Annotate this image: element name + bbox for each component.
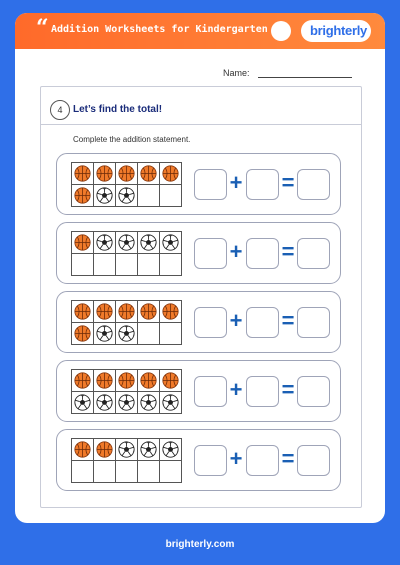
addend-1-box[interactable] <box>194 169 227 200</box>
ten-frame-cell <box>160 301 182 323</box>
ten-frame-cell <box>94 439 116 461</box>
problem-row <box>56 360 341 422</box>
basketball-icon <box>162 372 179 389</box>
divider <box>41 124 361 125</box>
equals-sign: = <box>281 170 295 195</box>
ten-frame-cell <box>160 370 182 392</box>
basketball-icon <box>74 441 91 458</box>
ten-frame-cell <box>138 185 160 207</box>
basketball-icon <box>118 165 135 182</box>
soccer-ball-icon <box>96 234 113 251</box>
exercise-frame <box>40 86 362 508</box>
ten-frame-cell <box>138 163 160 185</box>
soccer-ball-icon <box>118 234 135 251</box>
soccer-ball-icon <box>118 325 135 342</box>
ten-frame-cell <box>138 392 160 414</box>
soccer-ball-icon <box>162 234 179 251</box>
basketball-icon <box>96 165 113 182</box>
ten-frame-cell <box>116 301 138 323</box>
ten-frame-cell <box>94 392 116 414</box>
ten-frame-cell <box>94 163 116 185</box>
ten-frame-cell <box>72 301 94 323</box>
ten-frame-cell <box>72 163 94 185</box>
plus-sign: + <box>229 239 243 264</box>
task-title: Let’s find the total! <box>73 104 163 115</box>
basketball-icon <box>140 165 157 182</box>
ten-frame-cell <box>138 370 160 392</box>
ten-frame-cell <box>160 323 182 345</box>
brand-logo <box>301 20 371 42</box>
addend-2-box[interactable] <box>246 445 279 476</box>
ten-frame-cell <box>138 323 160 345</box>
basketball-icon <box>74 165 91 182</box>
ten-frame-cell <box>138 301 160 323</box>
addend-1-box[interactable] <box>194 238 227 269</box>
problem-row <box>56 153 341 215</box>
ten-frame-cell <box>94 254 116 276</box>
ten-frame-cell <box>116 323 138 345</box>
ten-frame-cell <box>138 439 160 461</box>
ten-frame-cell <box>72 392 94 414</box>
sum-box[interactable] <box>297 169 330 200</box>
soccer-ball-icon <box>118 394 135 411</box>
ten-frame-cell <box>72 370 94 392</box>
ten-frame-cell <box>138 461 160 483</box>
basketball-icon <box>74 372 91 389</box>
worksheet <box>15 13 385 523</box>
ten-frame-cell <box>94 370 116 392</box>
addend-2-box[interactable] <box>246 376 279 407</box>
ten-frame-cell <box>94 461 116 483</box>
circle-icon <box>271 21 291 41</box>
basketball-icon <box>74 234 91 251</box>
ten-frame-cell <box>72 254 94 276</box>
soccer-ball-icon <box>96 187 113 204</box>
ten-frame-cell <box>160 254 182 276</box>
plus-sign: + <box>229 377 243 402</box>
plus-sign: + <box>229 446 243 471</box>
basketball-icon <box>96 372 113 389</box>
ten-frame-cell <box>160 232 182 254</box>
addend-1-box[interactable] <box>194 307 227 338</box>
ten-frame-cell <box>160 163 182 185</box>
plus-sign: + <box>229 170 243 195</box>
ten-frame-cell <box>94 185 116 207</box>
ten-frame-cell <box>72 439 94 461</box>
basketball-icon <box>96 303 113 320</box>
header-bar <box>15 13 385 49</box>
soccer-ball-icon <box>140 234 157 251</box>
ten-frame-cell <box>116 232 138 254</box>
addend-2-box[interactable] <box>246 307 279 338</box>
ten-frame <box>71 162 182 207</box>
basketball-icon <box>162 165 179 182</box>
quote-icon: “ <box>36 15 49 41</box>
ten-frame-cell <box>116 392 138 414</box>
ten-frame-cell <box>116 254 138 276</box>
brand-logo-text: brighterly <box>310 23 367 38</box>
sum-box[interactable] <box>297 445 330 476</box>
name-label: Name: <box>223 68 250 78</box>
soccer-ball-icon <box>140 394 157 411</box>
soccer-ball-icon <box>118 441 135 458</box>
problem-row <box>56 291 341 353</box>
ten-frame-cell <box>116 163 138 185</box>
addend-2-box[interactable] <box>246 169 279 200</box>
soccer-ball-icon <box>162 394 179 411</box>
sum-box[interactable] <box>297 376 330 407</box>
name-input-line[interactable] <box>258 77 352 78</box>
ten-frame-cell <box>116 370 138 392</box>
plus-sign: + <box>229 308 243 333</box>
equals-sign: = <box>281 308 295 333</box>
equals-sign: = <box>281 446 295 471</box>
soccer-ball-icon <box>96 325 113 342</box>
basketball-icon <box>96 441 113 458</box>
basketball-icon <box>74 303 91 320</box>
problem-row <box>56 429 341 491</box>
ten-frame-cell <box>138 254 160 276</box>
addend-2-box[interactable] <box>246 238 279 269</box>
ten-frame-cell <box>94 232 116 254</box>
ten-frame-cell <box>160 392 182 414</box>
basketball-icon <box>162 303 179 320</box>
ten-frame-cell <box>160 185 182 207</box>
basketball-icon <box>118 372 135 389</box>
ten-frame-cell <box>116 439 138 461</box>
equals-sign: = <box>281 239 295 264</box>
ten-frame <box>71 300 182 345</box>
soccer-ball-icon <box>74 394 91 411</box>
basketball-icon <box>118 303 135 320</box>
ten-frame-cell <box>160 461 182 483</box>
footer-url: brighterly.com <box>165 539 235 550</box>
ten-frame-cell <box>94 323 116 345</box>
ten-frame-cell <box>72 185 94 207</box>
ten-frame-cell <box>72 323 94 345</box>
ten-frame-cell <box>138 232 160 254</box>
basketball-icon <box>74 187 91 204</box>
ten-frame-cell <box>72 232 94 254</box>
ten-frame-cell <box>116 185 138 207</box>
ten-frame-cell <box>94 301 116 323</box>
soccer-ball-icon <box>162 441 179 458</box>
ten-frame-cell <box>116 461 138 483</box>
soccer-ball-icon <box>96 394 113 411</box>
ten-frame <box>71 231 182 276</box>
addend-1-box[interactable] <box>194 445 227 476</box>
task-number-badge: 4 <box>50 100 70 120</box>
task-instruction: Complete the addition statement. <box>73 135 191 144</box>
worksheet-title: Addition Worksheets for Kindergarten <box>51 24 268 35</box>
problem-row <box>56 222 341 284</box>
ten-frame-cell <box>72 461 94 483</box>
equals-sign: = <box>281 377 295 402</box>
sum-box[interactable] <box>297 307 330 338</box>
basketball-icon <box>74 325 91 342</box>
ten-frame <box>71 369 182 414</box>
addend-1-box[interactable] <box>194 376 227 407</box>
basketball-icon <box>140 303 157 320</box>
soccer-ball-icon <box>140 441 157 458</box>
sum-box[interactable] <box>297 238 330 269</box>
basketball-icon <box>140 372 157 389</box>
ten-frame-cell <box>160 439 182 461</box>
soccer-ball-icon <box>118 187 135 204</box>
ten-frame <box>71 438 182 483</box>
